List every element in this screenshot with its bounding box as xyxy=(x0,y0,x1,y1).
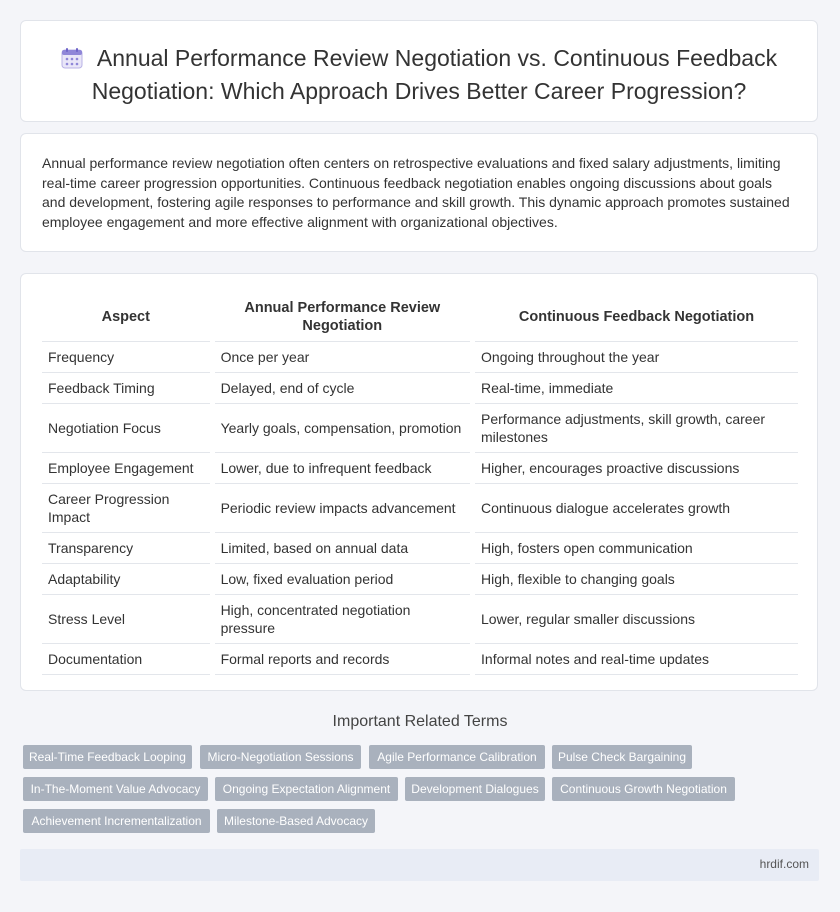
cell-aspect: Frequency xyxy=(42,342,212,373)
cell-annual: Limited, based on annual data xyxy=(212,533,472,564)
related-terms-heading: Important Related Terms xyxy=(332,713,508,730)
title-card xyxy=(20,20,818,122)
term-tag[interactable]: Real-Time Feedback Looping xyxy=(23,745,192,769)
cell-annual: High, concentrated negotiation pressure xyxy=(212,595,472,644)
cell-aspect: Stress Level xyxy=(42,595,212,644)
cell-continuous: Real-time, immediate xyxy=(473,373,798,404)
table-row xyxy=(42,533,798,564)
header-continuous: Continuous Feedback Negotiation xyxy=(473,293,798,342)
cell-aspect: Documentation xyxy=(42,644,212,675)
footer xyxy=(20,849,819,881)
term-tag[interactable]: In-The-Moment Value Advocacy xyxy=(23,777,208,801)
cell-continuous: Higher, encourages proactive discussions xyxy=(473,453,798,484)
cell-annual: Low, fixed evaluation period xyxy=(212,564,472,595)
header-aspect: Aspect xyxy=(42,293,212,342)
term-tag[interactable]: Pulse Check Bargaining xyxy=(552,745,692,769)
term-tag[interactable]: Achievement Incrementalization xyxy=(23,809,210,833)
table-row xyxy=(42,404,798,453)
summary-card xyxy=(20,133,818,252)
header-annual: Annual Performance Review Negotiation xyxy=(212,293,472,342)
term-tag[interactable]: Agile Performance Calibration xyxy=(369,745,545,769)
cell-aspect: Adaptability xyxy=(42,564,212,595)
cell-aspect: Feedback Timing xyxy=(42,373,212,404)
table-row xyxy=(42,644,798,675)
summary-text: Annual performance review negotiation often centers on retrospective evaluations and fixed salary adjustments, limiting real-time career progression opportunities. Continuous feedback negotiation enables ongoing discussions about goals and development, fostering agile responses to performance and skill growth. This dynamic approach promotes sustained employee engagement and more effective alignment with organizational objectives. xyxy=(42,155,790,230)
table-row xyxy=(42,342,798,373)
cell-continuous: Performance adjustments, skill growth, career milestones xyxy=(473,404,798,453)
table-header-row xyxy=(42,293,798,342)
comparison-table xyxy=(42,293,798,675)
page-title: Annual Performance Review Negotiation vs. Continuous Feedback Negotiation: Which Approach Drives Better Career Progression? xyxy=(91,45,778,104)
cell-annual: Yearly goals, compensation, promotion xyxy=(212,404,472,453)
term-tag[interactable]: Micro-Negotiation Sessions xyxy=(200,745,361,769)
cell-continuous: Lower, regular smaller discussions xyxy=(473,595,798,644)
term-tag[interactable]: Continuous Growth Negotiation xyxy=(552,777,735,801)
footer-site[interactable]: hrdif.com xyxy=(759,857,809,871)
term-tag[interactable]: Development Dialogues xyxy=(405,777,545,801)
table-row xyxy=(42,484,798,533)
term-tag[interactable]: Ongoing Expectation Alignment xyxy=(215,777,398,801)
cell-annual: Once per year xyxy=(212,342,472,373)
cell-aspect: Employee Engagement xyxy=(42,453,212,484)
cell-continuous: High, fosters open communication xyxy=(473,533,798,564)
cell-annual: Formal reports and records xyxy=(212,644,472,675)
cell-aspect: Negotiation Focus xyxy=(42,404,212,453)
table-row xyxy=(42,595,798,644)
cell-annual: Periodic review impacts advancement xyxy=(212,484,472,533)
comparison-card xyxy=(20,273,818,691)
table-row xyxy=(42,453,798,484)
cell-annual: Lower, due to infrequent feedback xyxy=(212,453,472,484)
term-tag[interactable]: Milestone-Based Advocacy xyxy=(217,809,375,833)
page-title-wrap xyxy=(21,43,817,106)
table-row xyxy=(42,373,798,404)
table-row xyxy=(42,564,798,595)
calendar-icon xyxy=(61,46,83,76)
cell-continuous: Informal notes and real-time updates xyxy=(473,644,798,675)
cell-continuous: High, flexible to changing goals xyxy=(473,564,798,595)
cell-continuous: Ongoing throughout the year xyxy=(473,342,798,373)
cell-aspect: Career Progression Impact xyxy=(42,484,212,533)
cell-continuous: Continuous dialogue accelerates growth xyxy=(473,484,798,533)
cell-aspect: Transparency xyxy=(42,533,212,564)
cell-annual: Delayed, end of cycle xyxy=(212,373,472,404)
